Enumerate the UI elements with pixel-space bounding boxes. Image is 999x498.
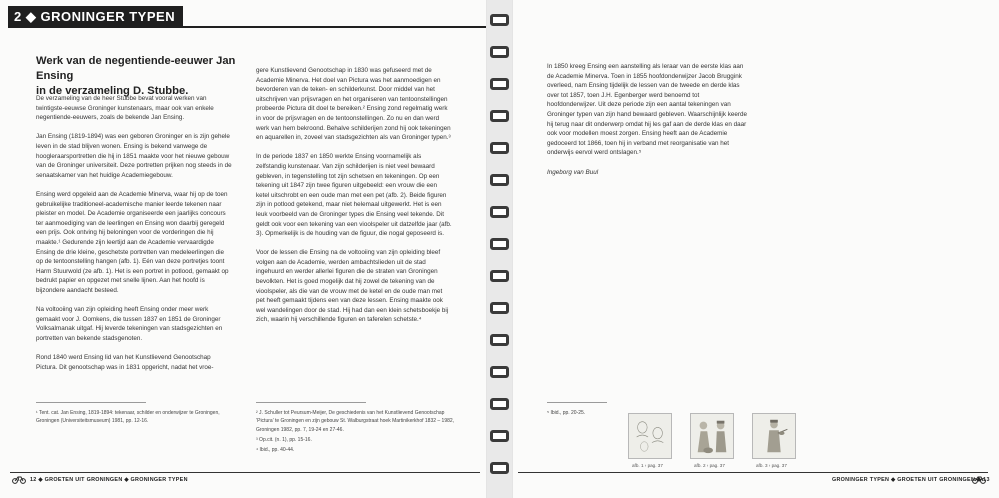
footnote-rule: [547, 402, 607, 403]
sketch-woman-old-man-image: [691, 414, 733, 458]
article-title-line-2: in de verzameling D. Stubbe.: [36, 85, 189, 97]
figure-caption-1: afb. 1 › pag. 37: [632, 463, 663, 468]
footnote-rule: [36, 402, 146, 403]
paragraph: Na voltooiing van zijn opleiding heeft Ensing onder meer werk gemaakt voor J. Oomkens, die tussen 1837 en 1851 de Groninger Volksalmanak uitgaf. Hij leverde tekeningen van stadsgezichten en portretten van bekende stadsgenoten.: [36, 306, 223, 342]
paragraph: Ensing werd opgeleid aan de Academie Minerva, waar hij op de toen gebruikelijke traditioneel-academische manier leerde tekenen naar pleister en model. De Academie organiseerde een jaarlijks concours ter aanmoediging van de leerlingen en Ensing won daarbij geregeld een prijs. Ook ontving hij beloningen voor de vorderingen die hij maakte.¹ Gedurende zijn leertijd aan de Academie vervaardigde Ensing de drie kleine, geschetste portretten van medeleerlingen die op de tentoonstelling hangen (afb. 1). Eén van deze portretjes toont Harm Stuurwold (ze afb. 1). Het is een portret in potlood, gemaakt op bedrukt papier en opgezet met snelle lijnen. Aan het hoofd is bijzondere aandacht besteed.: [36, 190, 229, 294]
binding-ring: [490, 46, 509, 58]
header-rule: [8, 26, 486, 28]
article-title-line-1: Werk van de negentiende-eeuwer Jan Ensing: [36, 55, 236, 82]
text-column-2: [256, 66, 452, 335]
paragraph: In de periode 1837 en 1850 werkte Ensing voornamelijk als zelfstandig kunstenaar. Van zijn schilderijen is niet veel bewaard gebleven, in tegenstelling tot zijn schetsen en tekeningen. Op een tekening uit 1847 zijn twee figuren uitgebeeld: een vrouw die een ketel uitschrobt en een oude man met een pet (afb. 2). Beide figuren zijn in potlood getekend, maar niet helemaal uitgewerkt. Het is een leuk voorbeeld van de Groninger types die Ensing veel tekende. Dit geldt ook voor een tekening van een vioolspeler uit datzelfde jaar (afb. 3). Opmerkelijk is de houding van de figuur, die nogal geposeerd is.: [256, 153, 452, 238]
paragraph: gere Kunstlievend Genootschap in 1830 was gefuseerd met de Academie Minerva. Het doel van Pictura was het aanmoedigen en bevorderen van de teken- en schilderkunst. Door middel van het uitschrijven van prijsvragen en het organiseren van tentoonstellingen probeerde Pictura dit doel te bereiken.² Ensing zond regelmatig werk in voor de prijsvragen en de tentoonstellingen. Zo nu en dan werd werk van hem bekroond. Behalve schilderijen zond hij ook tekeningen en aquarellen in, zoveel van stadsgezichten als van Groninger typen.³: [256, 67, 451, 142]
paragraph: Voor de lessen die Ensing na de voltooiing van zijn opleiding bleef volgen aan de Academie, werden ambachtslieden uit de stad ingehuurd en werder allerlei figuren die de straten van Groningen bevolkten. Het is goed mogelijk dat hij zowel de tekening van de vioolspeler, als die van de vrouw met de ketel en de oude man met pet heeft gemaakt tijdens een van deze lessen. Ensing maakte ook wel wandelingen door de stad. Hij had dan een klein schetsboekje bij zich, waarin hij verschillende figuren en taferelen schetste.⁴: [256, 249, 449, 324]
footer-rule: [518, 472, 988, 473]
bicycle-icon: [12, 475, 26, 484]
text-column-3: [547, 62, 747, 187]
footer-left: 12 ◆ GROETEN UIT GRONINGEN ◆ GRONINGER TYPEN: [30, 477, 188, 483]
footnote: ⁵ Ibid., pp. 20-25.: [547, 410, 586, 416]
sketch-violinist-image: [753, 414, 795, 458]
footnote: ³ Op.cit. (n. 1), pp. 15-16.: [256, 436, 312, 443]
footer-rule: [10, 472, 480, 473]
paragraph: Rond 1840 werd Ensing lid van het Kunstlievend Genootschap Pictura. Dit genootschap was in 1831 opgericht, nadat het vroe-: [36, 354, 214, 371]
binding-ring: [490, 366, 509, 378]
binding-ring: [490, 462, 509, 474]
binding-ring: [490, 270, 509, 282]
figure-caption-2: afb. 2 › pag. 37: [694, 463, 725, 468]
binding-ring: [490, 78, 509, 90]
binding-ring: [490, 398, 509, 410]
paragraph: In 1850 kreeg Ensing een aanstelling als leraar van de eerste klas aan de Academie Minerva. Toen in 1855 hoofdonderwijzer Jacob Bruggink overleed, nam Ensing tijdelijk de lessen van de tweede en derde klas over tot 1857, toen J.H. Egenberger werd benoemd tot hoofdonderwijzer. Uit deze periode zijn een aantal tekeningen van Groninger typen van zijn hand bewaard gebleven. Waarschijnlijk keerde hij terug naar dit onderwerp omdat hij les gaf aan de derde klas en daar ook voor modellen moest zorgen. Ensing heeft aan de Academie gedoceerd tot 1866, toen hij in verband met reorganisatie van het onderwijs eervol werd ontslagen.⁵: [547, 63, 747, 157]
footnote: ² J. Schuller tot Peursum-Meijer, De geschiedenis van het Kunstlievend Genootschap ‘Pictura’ te Groningen en zijn gebouw St. Walburgstraat hoek Martinikerkhof 1832 – 1982, Groningen 1982, pp. 7, 19-24 en 27-46.: [256, 410, 455, 433]
footnote-rule: [256, 402, 366, 403]
figure-thumbnails: [628, 413, 798, 473]
section-header: 2 ◆ GRONINGER TYPEN: [8, 6, 183, 26]
figure-caption-3: afb. 3 › pag. 37: [756, 463, 787, 468]
binding-ring: [490, 430, 509, 442]
left-page: [0, 0, 487, 498]
binding-ring: [490, 238, 509, 250]
sketch-portraits-image: [629, 414, 671, 458]
author-signature: Ingeborg van Buul: [547, 168, 599, 176]
paragraph: De verzameling van de heer Stubbe bevat vooral werken van twintigste-eeuwse Groninger kunstenaars, maar ook van enkele negentiende-eeuwers, zoals de bekende Jan Ensing.: [36, 95, 214, 122]
binding-ring: [490, 206, 509, 218]
binding-ring: [490, 302, 509, 314]
binding-ring: [490, 334, 509, 346]
bicycle-icon: [972, 475, 986, 484]
footnote: ⁴ Ibid., pp. 40-44.: [256, 447, 295, 454]
figure-thumbnail-1[interactable]: [628, 413, 672, 459]
footnotes-right: [547, 409, 617, 419]
footnote: ¹ Tent. cat. Jan Ensing, 1819-1894: tekenaar, schilder en onderwijzer te Groningen, Groningen (Universiteitsmuseum) 1981, pp. 12-16.: [36, 410, 220, 425]
footnotes-middle: [256, 409, 456, 456]
binding-ring: [490, 110, 509, 122]
binding-ring: [490, 142, 509, 154]
footnotes-left: [36, 409, 232, 428]
text-column-1: [36, 94, 232, 382]
paragraph: Jan Ensing (1819-1894) was een geboren Groninger en is zijn gehele leven in de stad blijven wonen. Ensing is bekend vanwege de hoogleraarsportretten die hij in 1851 maakte voor het nieuwe gebouw van de Groninger universiteit. Deze portretten prijken nog steeds in de senaatskamer van het huidige Academiegebouw.: [36, 133, 232, 179]
article-title: [36, 54, 236, 99]
figure-thumbnail-2[interactable]: [690, 413, 734, 459]
footer-right: GRONINGER TYPEN ◆ GROETEN UIT GRONINGEN ◆ 13: [832, 477, 990, 483]
figure-thumbnail-3[interactable]: [752, 413, 796, 459]
binding-ring: [490, 14, 509, 26]
binding-ring: [490, 174, 509, 186]
